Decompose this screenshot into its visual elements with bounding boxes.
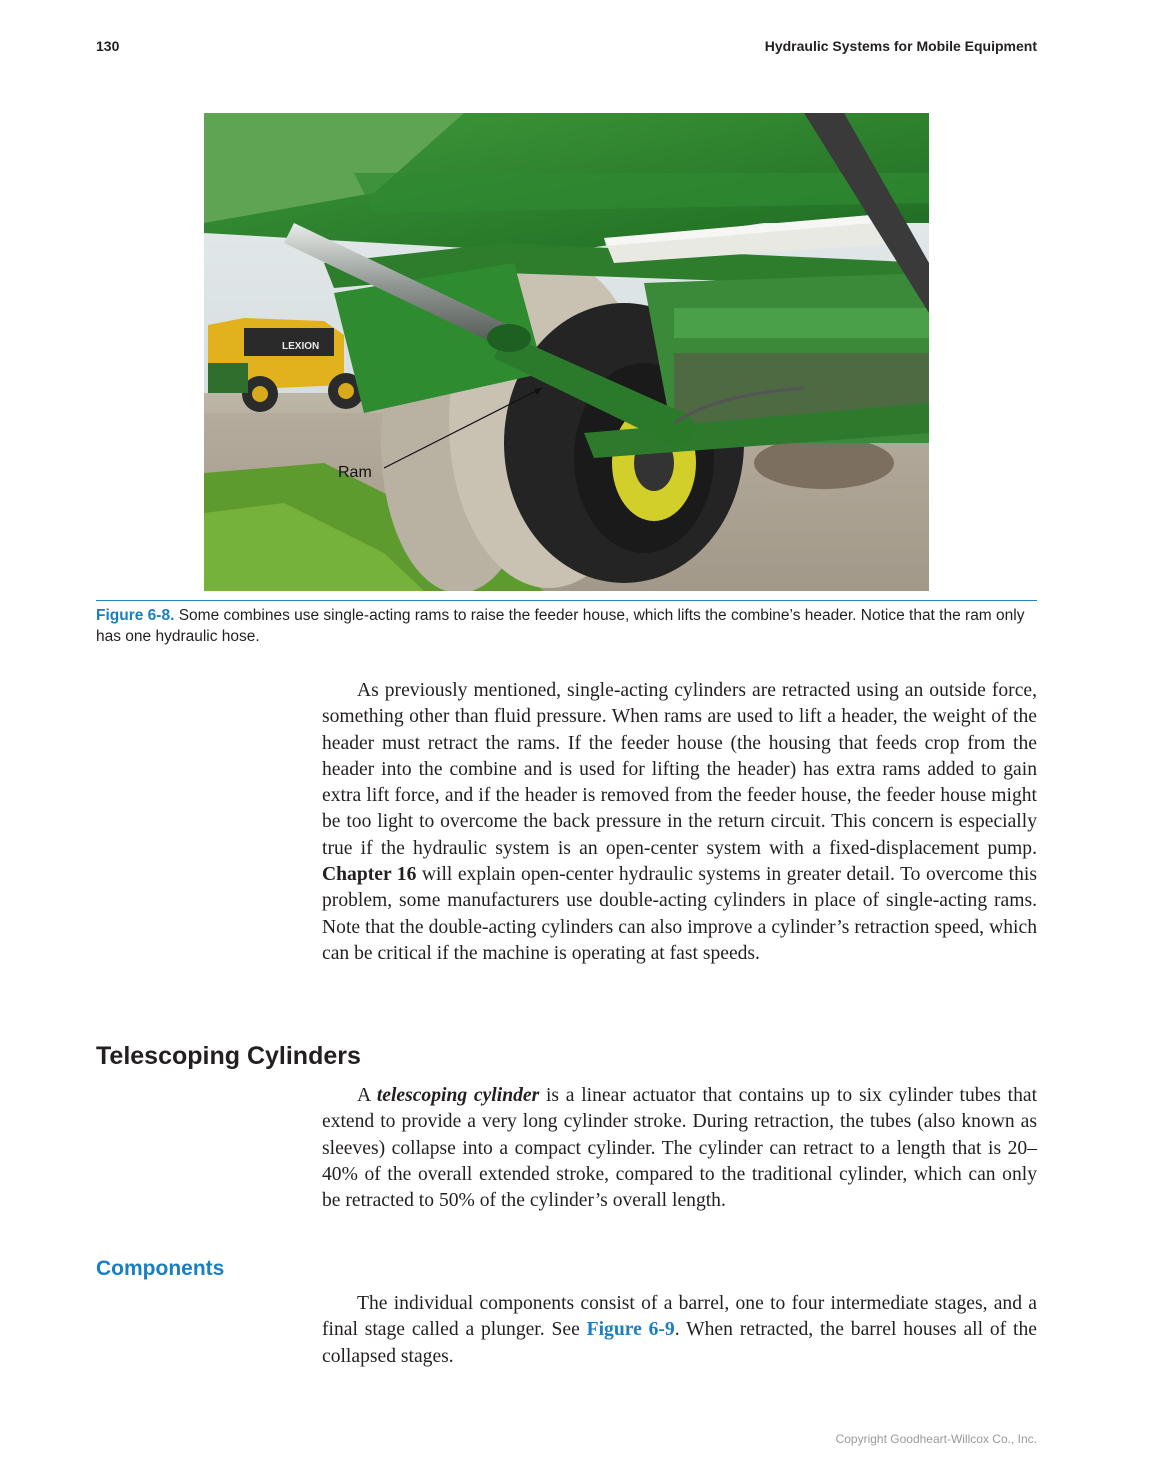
para2-text-a: A xyxy=(357,1085,377,1106)
paragraph-3 xyxy=(322,1291,1037,1370)
figure-number: Figure 6-8. xyxy=(96,607,175,624)
figure-rule xyxy=(96,600,1037,601)
key-term: telescoping cylinder xyxy=(376,1085,540,1106)
callout-label: Ram xyxy=(338,464,372,481)
section-heading: Telescoping Cylinders xyxy=(96,1042,361,1070)
paragraph-2 xyxy=(322,1083,1037,1214)
subsection-heading: Components xyxy=(96,1257,225,1280)
para3-text-b: . When retracted, the barrel houses all of the collapsed stages. xyxy=(322,1319,1037,1367)
figure-caption xyxy=(96,605,1041,647)
chapter-reference: Chapter 16 xyxy=(322,864,417,886)
para1-text-a: As previously mentioned, single-acting cylinders are retracted using an outside force, something other than fluid pressure. When rams are used to lift a header, the weight of the header must retract the rams. If the feeder house (the housing that feeds crop from the header into the combine and is used for lifting the header) has extra rams added to gain extra lift force, and if the header is removed from the feeder house, the feeder house might be too light to overcome the back pressure in the return circuit. This concern is especially true if the hydraulic system is an open-center system with a fixed-displacement pump. xyxy=(322,680,1037,859)
caption-text: Some combines use single-acting rams to raise the feeder house, which lifts the combine’s header. Notice that the ram only has one hydraulic hose. xyxy=(96,607,1025,645)
figure-cross-reference[interactable]: Figure 6-9 xyxy=(586,1319,675,1341)
figure-photo xyxy=(204,113,929,591)
book-title: Hydraulic Systems for Mobile Equipment xyxy=(764,38,1037,54)
running-header xyxy=(96,38,1037,58)
para1-text-b: will explain open-center hydraulic systems in greater detail. To overcome this problem, some manufacturers use double-acting cylinders in place of single-acting rams. Note that the double-acting cylinders can also improve a cylinder’s retraction speed, which can be critical if the machine is operating at fast speeds. xyxy=(322,864,1037,964)
page-number: 130 xyxy=(96,38,120,54)
copyright-notice: Copyright Goodheart-Willcox Co., Inc. xyxy=(835,1432,1037,1446)
lexion-logo: LEXION xyxy=(282,341,320,352)
paragraph-1 xyxy=(322,678,1037,967)
para2-text-b: is a linear actuator that contains up to six cylinder tubes that extend to provide a very long cylinder stroke. During retraction, the tubes (also known as sleeves) collapse into a compact cylinder. The cylinder can retract to a length that is 20–40% of the overall extended stroke, compared to the traditional cylinder, which can only be retracted to 50% of the cylinder’s overall length. xyxy=(322,1085,1038,1212)
para3-text-a: The individual components consist of a barrel, one to four intermediate stages, and a final stage called a plunger. See xyxy=(322,1293,1037,1341)
